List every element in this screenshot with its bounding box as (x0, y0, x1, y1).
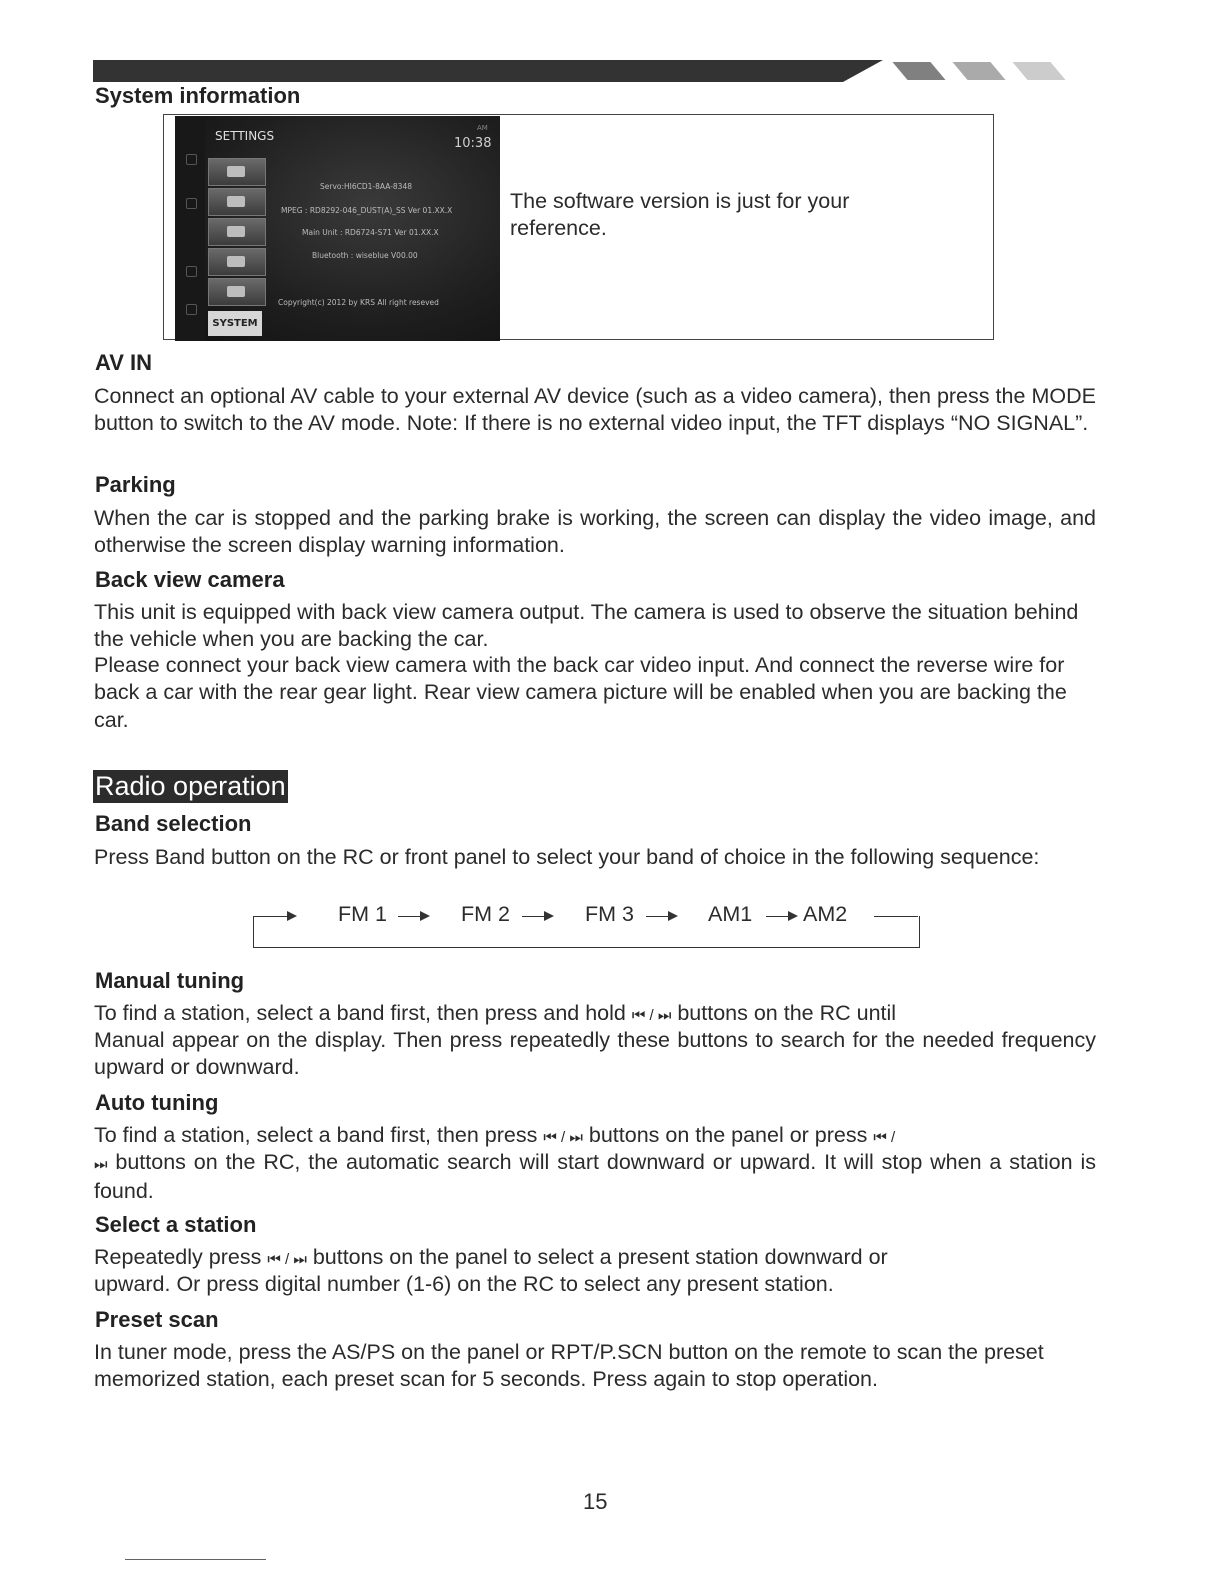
band-fm1: FM 1 (338, 902, 387, 926)
servo-version: Servo:HI6CD1-8AA-8348 (320, 182, 412, 191)
screen-side-rail (175, 116, 205, 341)
main-unit-version: Main Unit : RD6724-S71 Ver 01.XX.X (302, 228, 439, 237)
band-fm2: FM 2 (461, 902, 510, 926)
back-view-camera-heading: Back view camera (95, 567, 285, 592)
header-bar-taper (843, 60, 883, 82)
rail-icon (186, 266, 197, 277)
skip-forward-icon: ⏭ (94, 1156, 108, 1173)
auto-tuning-line-1: To find a station, select a band first, then press ⏮ / ⏭ buttons on the panel or press ⏮ / (94, 1123, 896, 1147)
general-tab-icon (208, 188, 266, 216)
band-selection-heading: Band selection (95, 811, 252, 836)
band-selection-paragraph: Press Band button on the RC or front panel to select your band of choice in the following sequence: (94, 845, 1040, 869)
header-stripe (1012, 62, 1065, 80)
back-view-camera-paragraph-1: This unit is equipped with back view camera output. The camera is used to observe the situation behind the vehicle when you are backing the car. (94, 600, 1079, 652)
sequence-return-line (874, 916, 918, 917)
arrow-icon (398, 916, 428, 917)
auto-tuning-paragraph: ⏭ buttons on the RC, the automatic search will start downward or upward. It will stop when a station is found. (94, 1150, 1096, 1204)
figure-caption: The software version is just for your reference. (510, 189, 850, 241)
auto-tuning-heading: Auto tuning (95, 1090, 219, 1115)
back-view-camera-paragraph-2: Please connect your back view camera with the back car video input. And connect the reverse wire for back a car with the rear gear light. Rear view camera picture will be enabled when you are backing the car. (94, 653, 1067, 732)
header-stripe (952, 62, 1005, 80)
screen-clock: 10:38 (454, 136, 492, 151)
av-in-paragraph: Connect an optional AV cable to your external AV device (such as a video camera), then press the MODE button to switch to the AV mode. Note: If there is no external video input, the TFT displays “NO SIGNAL”. (94, 384, 1096, 436)
page-number: 15 (583, 1489, 608, 1514)
footer-rule (125, 1559, 266, 1560)
system-tab: SYSTEM (208, 311, 262, 336)
band-fm3: FM 3 (585, 902, 634, 926)
parking-heading: Parking (95, 472, 176, 497)
rail-icon (186, 198, 197, 209)
band-am2: AM2 (803, 902, 848, 926)
radio-operation-section-title: Radio operation (95, 771, 286, 801)
av-in-heading: AV IN (95, 350, 153, 375)
band-sequence-diagram (250, 900, 922, 950)
audio-tab-icon (208, 158, 266, 186)
copyright-line: Copyright(c) 2012 by KRS All right reseved (278, 298, 439, 307)
skip-buttons-icon: ⏮ / ⏭ (631, 1007, 672, 1024)
preset-scan-heading: Preset scan (95, 1307, 219, 1332)
bluetooth-version: Bluetooth : wiseblue V00.00 (312, 251, 418, 260)
calendar-tab-icon (208, 218, 266, 246)
arrow-icon (766, 916, 796, 917)
parking-paragraph: When the car is stopped and the parking brake is working, the screen can display the video image, and otherwise the screen display warning information. (94, 506, 1096, 558)
rail-icon (186, 154, 197, 165)
header-stripe (892, 62, 945, 80)
band-am1: AM1 (708, 902, 753, 926)
car-tab-icon (208, 278, 266, 306)
arrow-icon (253, 916, 295, 917)
mpeg-version: MPEG : RD8292-046_DUST(A)_SS Ver 01.XX.X (281, 206, 453, 215)
screen-ampm: AM (477, 124, 488, 132)
select-station-line-1: Repeatedly press ⏮ / ⏭ buttons on the panel to select a present station downward or (94, 1245, 888, 1269)
arrow-icon (522, 916, 552, 917)
skip-buttons-icon: ⏮ / ⏭ (543, 1129, 583, 1146)
rail-icon (186, 304, 197, 315)
skip-back-icon: ⏮ / (873, 1129, 896, 1146)
video-tab-icon (208, 248, 266, 276)
settings-screenshot (175, 116, 500, 341)
screen-title: SETTINGS (215, 129, 275, 143)
select-station-line-2: upward. Or press digital number (1-6) on the RC to select any present station. (94, 1272, 834, 1296)
header-bar (93, 60, 843, 82)
skip-buttons-icon: ⏮ / ⏭ (267, 1251, 307, 1268)
manual-tuning-heading: Manual tuning (95, 968, 245, 993)
system-information-heading: System information (95, 83, 301, 108)
manual-tuning-line-1: To find a station, select a band first, then press and hold ⏮ / ⏭ buttons on the RC until (94, 1001, 897, 1025)
manual-tuning-paragraph: Manual appear on the display. Then press repeatedly these buttons to search for the needed frequency upward or downward. (94, 1028, 1096, 1080)
select-station-heading: Select a station (95, 1212, 257, 1237)
preset-scan-paragraph: In tuner mode, press the AS/PS on the panel or RPT/P.SCN button on the remote to scan the preset memorized station, each preset scan for 5 seconds. Press again to stop operation. (94, 1340, 1044, 1392)
arrow-icon (646, 916, 676, 917)
